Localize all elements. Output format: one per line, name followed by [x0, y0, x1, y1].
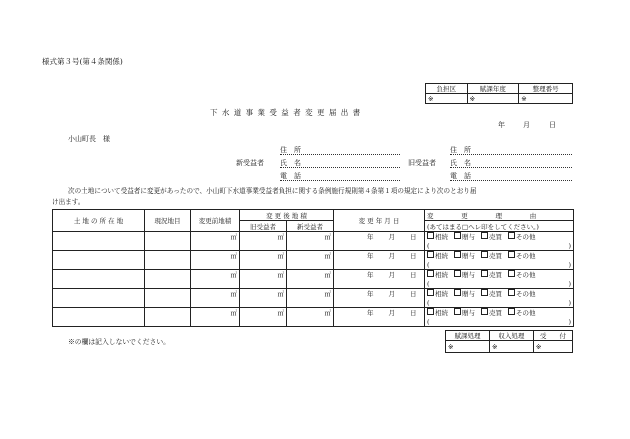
cell-area-old[interactable]: [240, 232, 287, 251]
old-name-label: 氏 名: [450, 159, 471, 167]
header-location: 土 地 の 所 在 地: [53, 210, 145, 232]
cell-change-date[interactable]: [334, 270, 425, 289]
date-month-label: 月: [388, 309, 395, 317]
old-phone-line[interactable]: [450, 180, 572, 181]
reason-label-sale: 売買: [489, 270, 502, 279]
cell-area-old[interactable]: [240, 270, 287, 289]
date-month: 月: [523, 121, 530, 129]
cell-change-date[interactable]: [334, 251, 425, 270]
cell-current-category[interactable]: [145, 289, 191, 308]
checkbox-icon[interactable]: [427, 289, 434, 296]
header-reason-note: (あてはまる□へレ印をしてください。): [425, 221, 574, 232]
new-party-label: 新受益者: [236, 159, 264, 167]
admin-value-year: ※: [467, 94, 519, 104]
cell-area-before[interactable]: [191, 308, 240, 327]
date-year-label: 年: [367, 290, 374, 298]
cell-area-before[interactable]: [191, 251, 240, 270]
old-address-label: 住 所: [450, 146, 471, 154]
addressee: 小山町長 様: [68, 135, 110, 143]
reason-label-gift: 贈与: [462, 232, 475, 241]
paren-close: ): [568, 279, 571, 288]
office-value-assessment: ※: [446, 341, 490, 353]
reason-option-gift[interactable]: [454, 252, 475, 260]
checkbox-icon[interactable]: [508, 308, 515, 315]
cell-location[interactable]: [53, 251, 145, 270]
reason-option-gift[interactable]: [454, 309, 475, 317]
checkbox-icon[interactable]: [481, 270, 488, 277]
checkbox-icon[interactable]: [454, 289, 461, 296]
cell-area-before[interactable]: [191, 232, 240, 251]
admin-value-ref: ※: [519, 94, 573, 104]
cell-area-before[interactable]: [191, 270, 240, 289]
reason-option-sale[interactable]: [481, 309, 502, 317]
unit-sqm: ㎡: [277, 252, 284, 260]
header-area-after: 変 更 後 地 積: [240, 210, 334, 221]
checkbox-icon[interactable]: [481, 308, 488, 315]
table-row: [53, 232, 574, 251]
reason-option-other[interactable]: [508, 309, 536, 317]
cell-area-new[interactable]: [287, 270, 334, 289]
reason-label-inheritance: 相続: [435, 232, 448, 241]
cell-location[interactable]: [53, 308, 145, 327]
checkbox-icon[interactable]: [454, 232, 461, 239]
unit-sqm: ㎡: [230, 252, 237, 260]
unit-sqm: ㎡: [230, 271, 237, 279]
admin-header-burden: 負担区: [426, 84, 468, 94]
checkbox-icon[interactable]: [427, 232, 434, 239]
office-value-receipt: ※: [533, 341, 572, 353]
date-day-label: 日: [410, 271, 417, 279]
body-text-line2: け出ます。: [52, 198, 85, 206]
unit-sqm: ㎡: [230, 290, 237, 298]
table-row: [53, 270, 574, 289]
reason-label-sale: 売買: [489, 232, 502, 241]
checkbox-icon[interactable]: [427, 270, 434, 277]
new-phone-label: 電 話: [280, 172, 301, 180]
checkbox-icon[interactable]: [454, 308, 461, 315]
paren-close: ): [568, 298, 571, 307]
paren-open: (: [427, 279, 430, 288]
paren-close: ): [568, 241, 571, 250]
new-name-label: 氏 名: [280, 159, 301, 167]
office-header-income: 収入処理: [489, 331, 533, 341]
cell-location[interactable]: [53, 270, 145, 289]
reason-label-inheritance: 相続: [435, 289, 448, 298]
form-number: 様式第３号(第４条関係): [42, 57, 123, 66]
unit-sqm: ㎡: [230, 233, 237, 241]
reason-option-sale[interactable]: [481, 233, 502, 241]
cell-current-category[interactable]: [145, 308, 191, 327]
paren-open: (: [427, 317, 430, 326]
date-day-label: 日: [410, 290, 417, 298]
unit-sqm: ㎡: [324, 309, 331, 317]
unit-sqm: ㎡: [324, 290, 331, 298]
form-title: 下 水 道 事 業 受 益 者 変 更 届 出 書: [210, 108, 362, 117]
checkbox-icon[interactable]: [508, 289, 515, 296]
cell-change-date[interactable]: [334, 308, 425, 327]
reason-option-other[interactable]: [508, 271, 536, 279]
admin-value-burden: ※: [426, 94, 468, 104]
cell-reason: [425, 289, 574, 308]
cell-location[interactable]: [53, 232, 145, 251]
reason-option-inheritance[interactable]: [427, 252, 448, 260]
checkbox-icon[interactable]: [508, 232, 515, 239]
unit-sqm: ㎡: [324, 233, 331, 241]
date-month-label: 月: [388, 233, 395, 241]
reason-option-gift[interactable]: [454, 290, 475, 298]
reason-option-sale[interactable]: [481, 290, 502, 298]
admin-header-year: 賦課年度: [467, 84, 519, 94]
paren-open: (: [427, 298, 430, 307]
cell-reason: [425, 270, 574, 289]
reason-label-gift: 贈与: [462, 270, 475, 279]
date-year-label: 年: [367, 309, 374, 317]
old-name-line[interactable]: [450, 167, 572, 168]
cell-area-before[interactable]: [191, 289, 240, 308]
new-address-line[interactable]: [280, 154, 400, 155]
header-current-category: 現況地目: [145, 210, 191, 232]
unit-sqm: ㎡: [230, 309, 237, 317]
reason-label-gift: 贈与: [462, 251, 475, 260]
reason-label-other: その他: [516, 270, 536, 279]
cell-reason: [425, 308, 574, 327]
new-address-label: 住 所: [280, 146, 301, 154]
header-new-beneficiary: 新受益者: [287, 221, 334, 232]
cell-change-date[interactable]: [334, 289, 425, 308]
reason-label-gift: 贈与: [462, 289, 475, 298]
reason-label-sale: 売買: [489, 289, 502, 298]
checkbox-icon[interactable]: [481, 289, 488, 296]
cell-reason: [425, 251, 574, 270]
new-phone-line[interactable]: [280, 180, 400, 181]
admin-table: [425, 83, 573, 104]
cell-area-new[interactable]: [287, 289, 334, 308]
old-party-label: 旧受益者: [408, 159, 436, 167]
office-table: [445, 330, 573, 353]
date-day-label: 日: [410, 309, 417, 317]
reason-option-sale[interactable]: [481, 252, 502, 260]
reason-label-other: その他: [516, 308, 536, 317]
cell-reason: [425, 232, 574, 251]
reason-label-sale: 売買: [489, 308, 502, 317]
reason-option-sale[interactable]: [481, 271, 502, 279]
unit-sqm: ㎡: [324, 252, 331, 260]
unit-sqm: ㎡: [324, 271, 331, 279]
reason-label-other: その他: [516, 289, 536, 298]
checkbox-icon[interactable]: [481, 251, 488, 258]
header-reason: 変 更 理 由: [425, 210, 574, 221]
reason-option-gift[interactable]: [454, 233, 475, 241]
reason-option-gift[interactable]: [454, 271, 475, 279]
new-name-line[interactable]: [280, 167, 400, 168]
date-day-label: 日: [410, 233, 417, 241]
paren-open: (: [427, 241, 430, 250]
cell-current-category[interactable]: [145, 232, 191, 251]
date-month-label: 月: [388, 271, 395, 279]
checkbox-icon[interactable]: [508, 251, 515, 258]
checkbox-icon[interactable]: [481, 232, 488, 239]
unit-sqm: ㎡: [277, 290, 284, 298]
office-header-receipt: 受 付: [533, 331, 572, 341]
body-text-line1: 次の土地について受益者に変更があったので、小山町下水道事業受益者負担に関する条例施行規則第４条第１項の規定により次のとおり届: [68, 187, 477, 195]
paren-close: ): [568, 260, 571, 269]
date-year-label: 年: [367, 252, 374, 260]
date-month-label: 月: [388, 252, 395, 260]
cell-area-new[interactable]: [287, 232, 334, 251]
table-row: [53, 308, 574, 327]
old-address-line[interactable]: [450, 154, 572, 155]
table-row: [53, 289, 574, 308]
checkbox-icon[interactable]: [454, 270, 461, 277]
office-value-income: ※: [489, 341, 533, 353]
reason-label-inheritance: 相続: [435, 270, 448, 279]
checkbox-icon[interactable]: [454, 251, 461, 258]
date-month-label: 月: [388, 290, 395, 298]
admin-header-ref: 整理番号: [519, 84, 573, 94]
note: ※の欄は記入しないでください。: [68, 338, 170, 346]
reason-option-inheritance[interactable]: [427, 233, 448, 241]
cell-current-category[interactable]: [145, 270, 191, 289]
cell-area-new[interactable]: [287, 251, 334, 270]
date-year-label: 年: [367, 271, 374, 279]
reason-label-gift: 贈与: [462, 308, 475, 317]
header-area-before: 変更前地積: [191, 210, 240, 232]
checkbox-icon[interactable]: [427, 251, 434, 258]
reason-option-inheritance[interactable]: [427, 309, 448, 317]
date-day-label: 日: [410, 252, 417, 260]
reason-label-inheritance: 相続: [435, 308, 448, 317]
cell-location[interactable]: [53, 289, 145, 308]
date-day: 日: [549, 121, 556, 129]
reason-option-other[interactable]: [508, 233, 536, 241]
cell-area-old[interactable]: [240, 289, 287, 308]
cell-change-date[interactable]: [334, 232, 425, 251]
cell-current-category[interactable]: [145, 251, 191, 270]
paren-close: ): [568, 317, 571, 326]
cell-area-new[interactable]: [287, 308, 334, 327]
header-change-date: 変 更 年 月 日: [334, 210, 425, 232]
checkbox-icon[interactable]: [427, 308, 434, 315]
table-row: [53, 251, 574, 270]
unit-sqm: ㎡: [277, 309, 284, 317]
reason-option-inheritance[interactable]: [427, 290, 448, 298]
date-year: 年: [498, 121, 505, 129]
reason-option-other[interactable]: [508, 252, 536, 260]
date-year-label: 年: [367, 233, 374, 241]
cell-area-old[interactable]: [240, 251, 287, 270]
header-old-beneficiary: 旧受益者: [240, 221, 287, 232]
reason-label-sale: 売買: [489, 251, 502, 260]
reason-label-other: その他: [516, 232, 536, 241]
reason-label-inheritance: 相続: [435, 251, 448, 260]
unit-sqm: ㎡: [277, 271, 284, 279]
unit-sqm: ㎡: [277, 233, 284, 241]
paren-open: (: [427, 260, 430, 269]
reason-option-other[interactable]: [508, 290, 536, 298]
cell-area-old[interactable]: [240, 308, 287, 327]
reason-option-inheritance[interactable]: [427, 271, 448, 279]
land-change-table: [52, 209, 574, 327]
old-phone-label: 電 話: [450, 172, 471, 180]
office-header-assessment: 賦課処理: [446, 331, 490, 341]
reason-label-other: その他: [516, 251, 536, 260]
checkbox-icon[interactable]: [508, 270, 515, 277]
